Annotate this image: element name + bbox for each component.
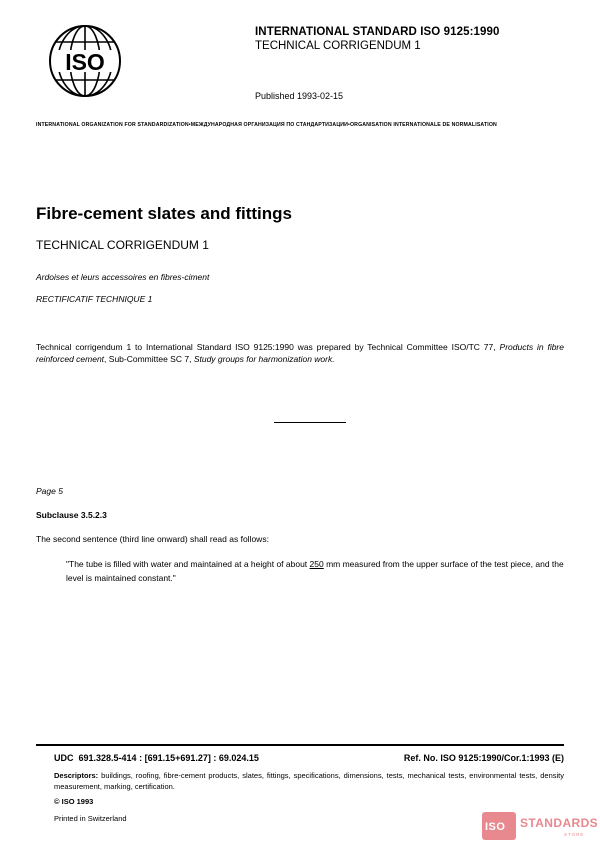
french-title: Ardoises et leurs accessoires en fibres-ciment [36,272,210,282]
subclause-heading: Subclause 3.5.2.3 [36,510,107,520]
french-subtitle: RECTIFICATIF TECHNIQUE 1 [36,294,153,304]
organization-line: INTERNATIONAL ORGANIZATION FOR STANDARDIZATION•МЕЖДУНАРОДНАЯ ОРГАНИЗАЦИЯ ПО СТАНДАРТИЗАЦИИ•ORGANISATION INTERNATIONALE DE NORMALISATION [36,122,497,128]
watermark-box [482,812,516,840]
iso-standards-watermark [482,810,599,844]
iso-logo [48,24,122,98]
copyright: © ISO 1993 [54,797,94,806]
intro-text-1: Technical corrigendum 1 to International Standard ISO 9125:1990 was prepared by Technical Committee ISO/TC 77, [36,342,496,352]
published-date: Published 1993-02-15 [255,91,344,101]
reference-number: Ref. No. ISO 9125:1990/Cor.1:1993 (E) [403,753,564,763]
udc-value: 691.328.5-414 : [691.15+691.27] : 69.024.15 [78,753,259,763]
iso-logo-text: ISO [65,49,105,75]
header-title: INTERNATIONAL STANDARD ISO 9125:1990 [255,26,500,38]
quote-value: 250 [309,559,324,569]
quote-text-before: "The tube is filled with water and maintained at a height of about [66,559,310,569]
intro-text-2: , Sub-Committee SC 7, [104,354,192,364]
udc-line [54,753,259,763]
footer-rule [36,744,564,746]
watermark-text: STANDARDS [520,816,599,830]
divider-line [274,422,346,423]
page-reference: Page 5 [36,486,63,496]
quote-text-after: mm measured from the upper surface of the test piece, and the level is maintained constant." [66,559,564,583]
descriptors-list: buildings, roofing, fibre-cement products, slates, fittings, specifications, dimensions, tests, mechanical tests, environmental tests, density measurement, marking, certification. [54,771,564,791]
descriptors-label: Descriptors: [54,771,99,780]
intro-committee-name: Products in fibre reinforced cement [36,342,564,364]
header-subtitle: TECHNICAL CORRIGENDUM 1 [255,40,421,52]
document-title: Fibre-cement slates and fittings [36,204,292,223]
intro-paragraph [36,341,564,365]
printed-in: Printed in Switzerland [54,814,127,823]
watermark-store: STORE [564,832,585,837]
udc-label: UDC [54,753,74,763]
watermark-iso-text: ISO [485,821,506,833]
descriptors [54,770,564,792]
intro-subcommittee-name: Study groups for harmonization work. [193,354,335,364]
corrected-text [66,557,566,585]
correction-instruction: The second sentence (third line onward) shall read as follows: [36,534,269,544]
document-subtitle: TECHNICAL CORRIGENDUM 1 [36,238,209,252]
